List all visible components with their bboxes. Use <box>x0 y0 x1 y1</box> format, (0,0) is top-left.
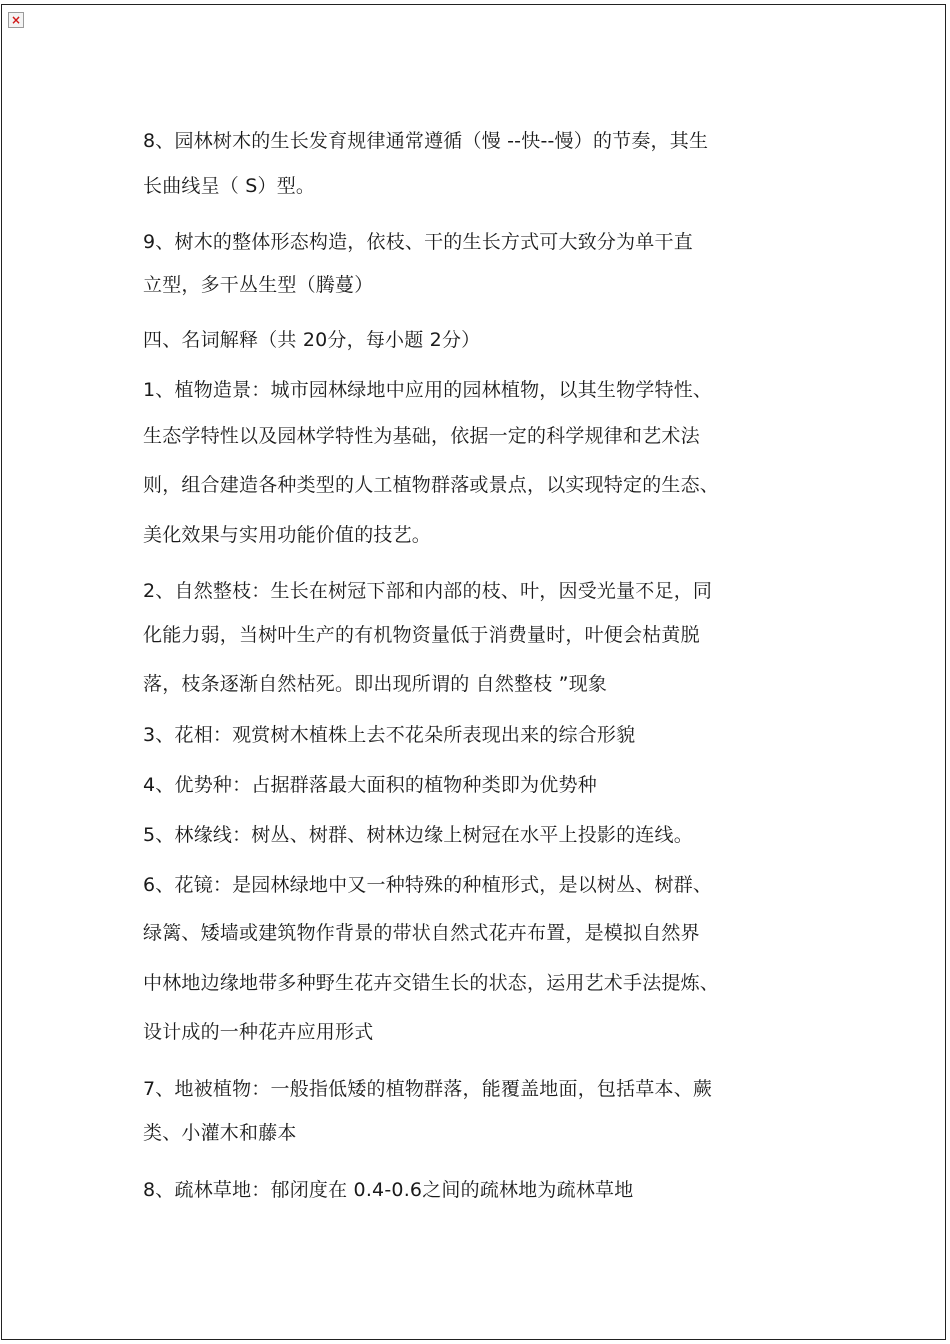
text-line: 9、树木的整体形态构造，依枝、干的生长方式可大致分为单干直 <box>143 231 693 253</box>
text-line: 7、地被植物：一般指低矮的植物群落，能覆盖地面，包括草本、蕨 <box>143 1078 713 1100</box>
text-line: 设计成的一种花卉应用形式 <box>143 1021 374 1043</box>
text-line: 长曲线呈（ S）型。 <box>143 175 316 197</box>
text-line: 则，组合建造各种类型的人工植物群落或景点，以实现特定的生态、 <box>143 474 720 496</box>
text-line: 1、植物造景：城市园林绿地中应用的园林植物，以其生物学特性、 <box>143 379 713 401</box>
section-heading: 四、名词解释（共 20分，每小题 2分） <box>143 329 481 351</box>
text-line: 落，枝条逐渐自然枯死。即出现所谓的 自然整枝 ”现象 <box>143 673 608 695</box>
text-line: 类、小灌木和藤本 <box>143 1122 297 1144</box>
text-line: 立型，多干丛生型（腾蔓） <box>143 274 374 296</box>
text-line: 2、自然整枝：生长在树冠下部和内部的枝、叶，因受光量不足，同 <box>143 580 713 602</box>
text-line: 3、花相：观赏树木植株上去不花朵所表现出来的综合形貌 <box>143 724 636 746</box>
text-line: 5、林缘线：树丛、树群、树林边缘上树冠在水平上投影的连线。 <box>143 824 693 846</box>
text-line: 8、园林树木的生长发育规律通常遵循（慢 --快--慢）的节奏，其生 <box>143 130 709 152</box>
text-line: 8、疏林草地：郁闭度在 0.4-0.6之间的疏林地为疏林草地 <box>143 1179 634 1201</box>
text-line: 美化效果与实用功能价值的技艺。 <box>143 524 432 546</box>
text-line: 绿篱、矮墙或建筑物作背景的带状自然式花卉布置，是模拟自然界 <box>143 922 700 944</box>
text-line: 化能力弱，当树叶生产的有机物资量低于消费量时，叶便会枯黄脱 <box>143 624 700 646</box>
broken-image-icon: × <box>8 12 24 28</box>
text-line: 生态学特性以及园林学特性为基础，依据一定的科学规律和艺术法 <box>143 425 700 447</box>
text-line: 6、花镜：是园林绿地中又一种特殊的种植形式，是以树丛、树群、 <box>143 874 713 896</box>
text-line: 4、优势种：占据群落最大面积的植物种类即为优势种 <box>143 774 597 796</box>
text-line: 中林地边缘地带多种野生花卉交错生长的状态，运用艺术手法提炼、 <box>143 972 720 994</box>
